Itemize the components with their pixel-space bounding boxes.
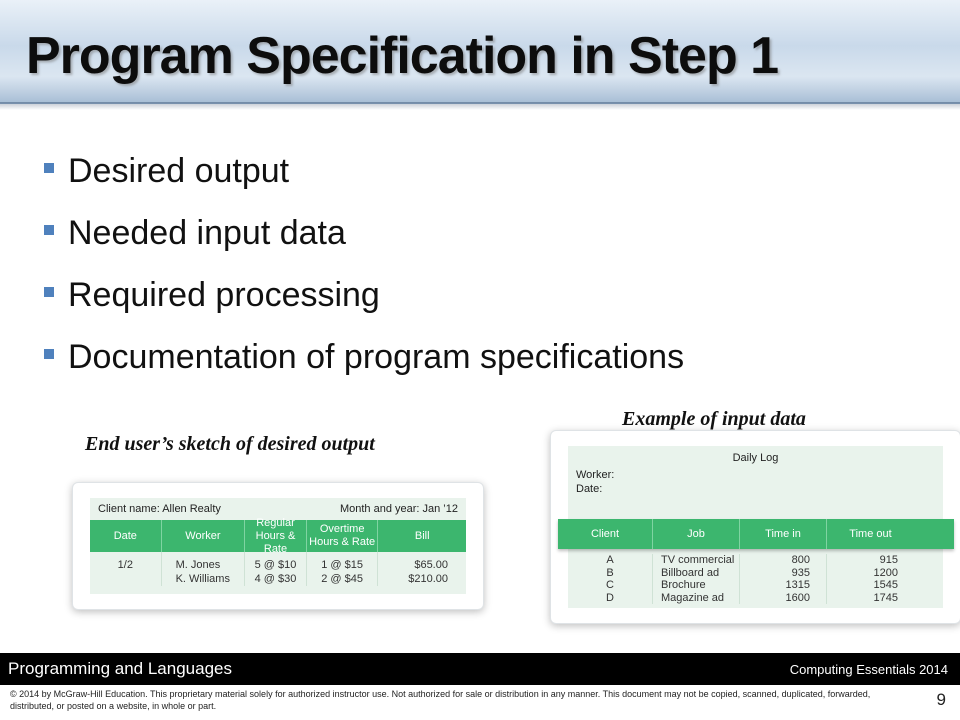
column-header: Job [653,519,740,549]
table-cell: 4 @ $30 [254,573,297,585]
client-label: Client name: [98,503,160,515]
table-cell: 800 [791,554,810,566]
input-table-body [568,554,914,604]
bullet-list [44,140,924,388]
table-cell: 1600 [785,591,810,604]
table-cell: 2 @ $45 [321,573,363,585]
table-cell: 1200 [873,566,898,579]
table-cell: B [606,566,614,579]
table-column [245,552,307,586]
table-cell: A [606,554,614,566]
table-cell: K. Williams [175,573,230,585]
output-sketch-sheet [90,498,466,594]
square-bullet-icon [44,225,54,235]
table-cell: D [606,591,614,604]
daily-log-sheet [568,446,943,608]
column-header: Regular Hours & Rate [245,520,307,552]
table-cell: Brochure [661,579,706,591]
bullet-item [44,264,924,326]
bullet-item [44,140,924,202]
bullet-item [44,202,924,264]
input-example-card [550,430,960,624]
table-cell: $65.00 [414,559,448,571]
footer-bar [0,653,960,685]
column-header: Date [90,520,162,552]
input-table-header [558,519,954,549]
table-cell: TV commercial [661,554,735,566]
bullet-text: Required processing [68,275,380,314]
bullet-text: Needed input data [68,213,346,252]
slide-title: Program Specification in Step 1 [26,27,779,85]
column-header: Time out [849,528,892,540]
table-column [307,552,379,586]
daily-log-title: Daily Log [732,452,779,464]
column-header: Client [558,519,653,549]
table-cell: 935 [791,566,810,579]
table-cell: 1745 [873,591,898,604]
output-table-body [90,552,466,586]
table-cell: 5 @ $10 [254,559,297,571]
table-cell: Magazine ad [661,591,724,604]
table-column [740,554,827,604]
column-header: Time in [740,519,827,549]
table-column [162,552,246,586]
table-cell: 915 [879,554,898,566]
square-bullet-icon [44,287,54,297]
month-label: Month and year: [339,503,420,515]
bullet-text: Desired output [68,151,290,190]
footer-chapter-title: Programming and Languages [8,659,232,678]
client-field [98,503,221,515]
table-cell: Billboard ad [661,566,720,579]
table-column [90,552,162,586]
bullet-text: Documentation of program specifications [68,337,685,376]
column-header: Overtime Hours & Rate [307,520,379,552]
table-cell: $210.00 [408,573,448,585]
table-column [827,554,914,604]
output-sketch-caption: End user’s sketch of desired output [85,433,375,455]
month-value: Jan ’12 [422,503,458,515]
footer-book-title: Computing Essentials 2014 [789,662,948,677]
square-bullet-icon [44,349,54,359]
table-cell: C [606,579,614,591]
bullet-item [44,326,924,388]
worker-label: Worker: [576,469,615,481]
input-example-caption: Example of input data [622,408,806,430]
page-number: 9 [936,690,946,709]
square-bullet-icon [44,163,54,173]
month-field [340,503,458,515]
table-column [378,552,466,586]
column-header: Bill [414,529,430,542]
column-header: Worker [162,520,246,552]
table-cell: 1545 [873,579,898,591]
table-column [653,554,740,604]
output-sketch-card [72,482,484,610]
output-table-header [90,516,466,555]
table-cell: 1315 [785,579,810,591]
copyright-notice: © 2014 by McGraw-Hill Education. This proprietary material solely for authorized instructor use. Not authorized for sale or distribution in any manner. This document may not be copied, scanned, duplicated, forwarded, distributed, or posted on a website, in whole or part. [10,689,871,711]
table-cell: 1 @ $15 [321,559,363,571]
table-cell: M. Jones [175,559,221,571]
table-cell: 1/2 [117,559,133,571]
client-value: Allen Realty [162,503,221,515]
table-column [568,554,653,604]
date-label: Date: [576,483,603,495]
title-band [0,0,960,104]
